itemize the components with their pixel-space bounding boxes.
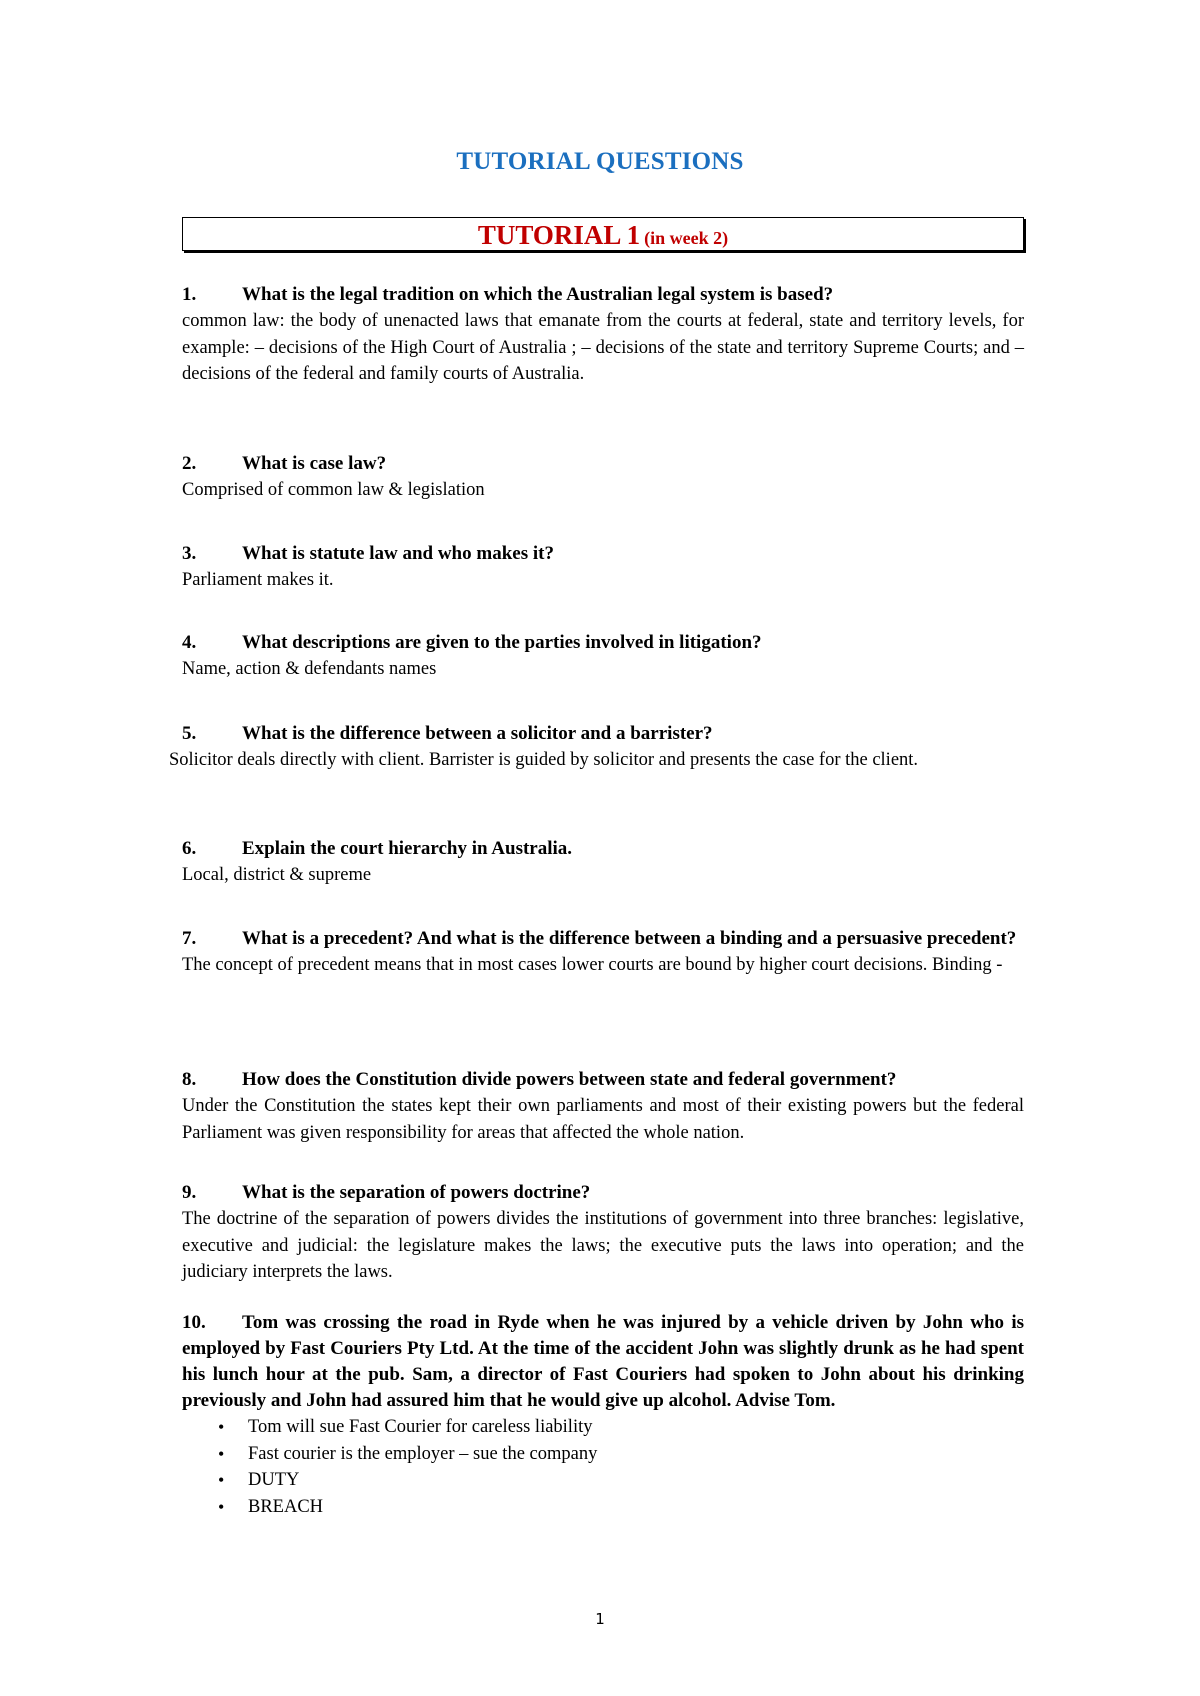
question-number: 8. [182, 1069, 197, 1090]
list-item: • Fast courier is the employer – sue the company [248, 1441, 1024, 1468]
question-number: 9. [182, 1182, 197, 1203]
question-number: 6. [182, 838, 197, 859]
question-text: What is statute law and who makes it? [242, 543, 554, 564]
question-1 [182, 282, 1024, 388]
list-item: • DUTY [248, 1467, 1024, 1494]
answer-text: The doctrine of the separation of powers divides the institutions of government into three branches: legislative, executive and judicial: the legislature makes the laws; the executive puts the laws into operation; and the judiciary interprets the laws. [182, 1209, 1024, 1282]
page-number: 1 [595, 1610, 605, 1628]
question-number: 2. [182, 453, 197, 474]
answer-text: Parliament makes it. [182, 570, 334, 590]
answer-bullet-list [182, 1414, 1024, 1520]
question-number: 3. [182, 543, 197, 564]
question-number: 1. [182, 284, 197, 305]
question-number: 7. [182, 928, 197, 949]
question-7 [182, 926, 1024, 979]
answer-text: The concept of precedent means that in most cases lower courts are bound by higher court decisions. Binding - [182, 955, 1003, 975]
question-text: What is the legal tradition on which the Australian legal system is based? [242, 284, 834, 305]
answer-text: Name, action & defendants names [182, 659, 437, 679]
list-item: • BREACH [248, 1494, 1024, 1521]
tutorial-week: (in week 2) [644, 228, 729, 248]
question-2 [182, 451, 1024, 504]
question-number: 5. [182, 723, 197, 744]
tutorial-heading-box [182, 217, 1024, 251]
question-text: Tom was crossing the road in Ryde when he was injured by a vehicle driven by John who is employed by Fast Couriers Pty Ltd. At the time of the accident John was slightly drunk as he had spent his lunch hour at the pub. Sam, a director of Fast Couriers had spoken to John about his drinking previously and John had assured him that he would give up alcohol. Advise Tom. [182, 1312, 1024, 1411]
question-text: How does the Constitution divide powers between state and federal government? [242, 1069, 897, 1090]
question-6 [182, 836, 1024, 889]
question-text: What descriptions are given to the parties involved in litigation? [242, 632, 762, 653]
question-number: 4. [182, 632, 197, 653]
question-5 [169, 721, 1024, 774]
question-text: What is the separation of powers doctrine? [242, 1182, 591, 1203]
question-3 [182, 541, 1024, 594]
question-4 [182, 630, 1024, 683]
question-8 [182, 1067, 1024, 1146]
answer-text: Comprised of common law & legislation [182, 480, 485, 500]
question-text: What is case law? [242, 453, 387, 474]
tutorial-label: TUTORIAL 1 [477, 220, 641, 250]
question-text: What is the difference between a solicitor and a barrister? [242, 723, 713, 744]
answer-text: Under the Constitution the states kept their own parliaments and most of their existing powers but the federal Parliament was given responsibility for areas that affected the whole nation. [182, 1096, 1024, 1143]
answer-text: common law: the body of unenacted laws that emanate from the courts at federal, state and territory levels, for example: – decisions of the High Court of Australia ; – decisions of the state and territory Supreme Courts; and – decisions of the federal and family courts of Australia. [182, 311, 1024, 384]
question-text: What is a precedent? And what is the difference between a binding and a persuasive precedent? [242, 928, 1017, 949]
answer-text: Solicitor deals directly with client. Barrister is guided by solicitor and presents the case for the client. [169, 750, 919, 770]
question-10 [182, 1310, 1024, 1520]
answer-text: Local, district & supreme [182, 865, 372, 885]
question-9 [182, 1180, 1024, 1286]
page-title: TUTORIAL QUESTIONS [456, 148, 744, 175]
question-number: 10. [182, 1312, 206, 1333]
list-item: • Tom will sue Fast Courier for careless liability [248, 1414, 1024, 1441]
question-text: Explain the court hierarchy in Australia. [242, 838, 573, 859]
